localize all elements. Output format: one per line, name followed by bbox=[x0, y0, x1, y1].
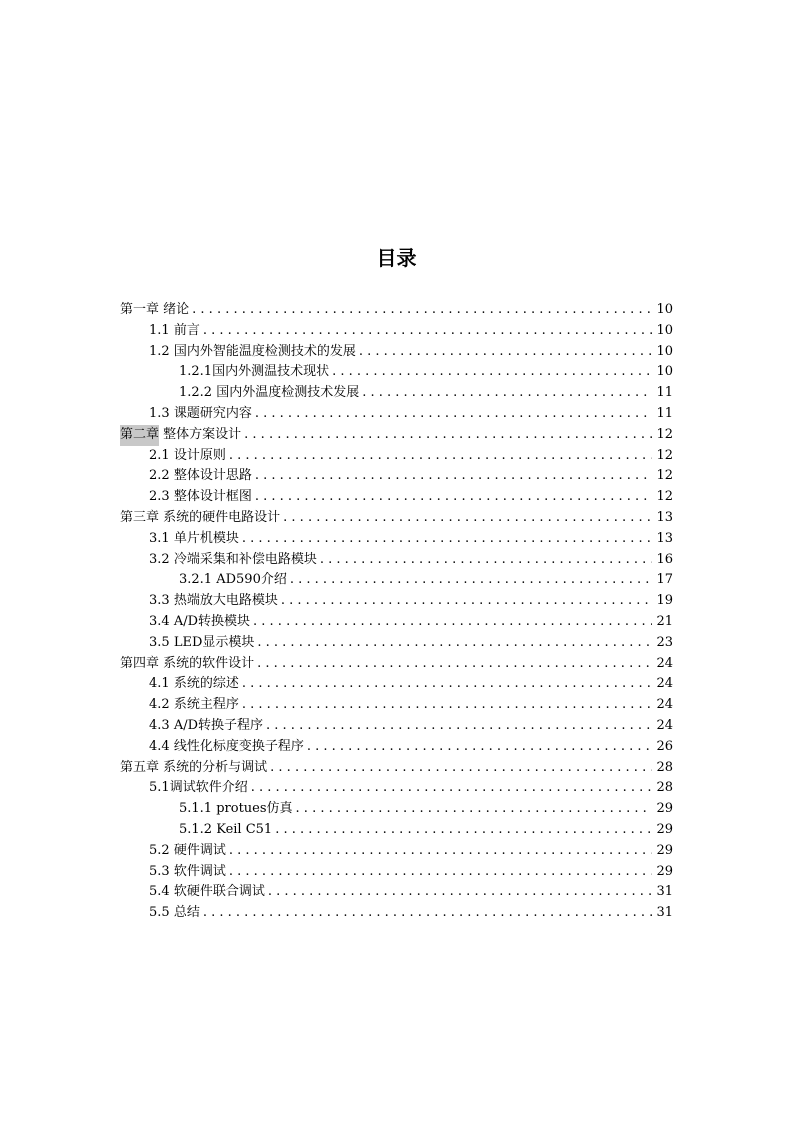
toc-dot-leader bbox=[290, 570, 652, 591]
toc-entry-title: 国内外智能温度检测技术的发展 bbox=[169, 343, 356, 359]
toc-entry[interactable] bbox=[120, 383, 673, 404]
toc-entry[interactable] bbox=[120, 903, 673, 924]
toc-entry-title: 调试软件介绍 bbox=[169, 780, 248, 796]
toc-entry[interactable] bbox=[120, 404, 673, 425]
toc-entry-title: 硬件调试 bbox=[169, 842, 226, 858]
toc-entry-number: 2.3 bbox=[149, 489, 170, 505]
toc-entry-page: 28 bbox=[656, 780, 673, 796]
toc-entry-number: 1.2 bbox=[149, 343, 170, 359]
toc-entry-page: 12 bbox=[656, 447, 673, 463]
toc-entry-number: 2.1 bbox=[149, 447, 170, 463]
toc-entry-page: 10 bbox=[656, 364, 673, 380]
toc-entry-page: 17 bbox=[656, 572, 673, 588]
toc-dot-leader bbox=[362, 383, 652, 404]
toc-entry-page: 24 bbox=[656, 655, 673, 671]
toc-entry-number: 第二章 bbox=[120, 425, 159, 446]
toc-entry-title: A/D转换模块 bbox=[169, 613, 251, 629]
toc-dot-leader bbox=[229, 841, 652, 862]
toc-entry-page: 11 bbox=[656, 405, 673, 421]
toc-dot-leader bbox=[332, 362, 652, 383]
toc-dot-leader bbox=[255, 487, 652, 508]
toc-entry[interactable] bbox=[120, 550, 673, 571]
toc-entry-title: LED显示模块 bbox=[169, 634, 255, 650]
toc-dot-leader bbox=[268, 882, 652, 903]
toc-entry-page: 24 bbox=[656, 676, 673, 692]
toc-entry-title: 整体方案设计 bbox=[159, 426, 242, 442]
toc-entry-title: 冷端采集和补偿电路模块 bbox=[169, 551, 317, 567]
toc-dot-leader bbox=[242, 695, 652, 716]
toc-entry-number: 3.2.1 bbox=[179, 572, 213, 588]
toc-entry-title: 系统主程序 bbox=[169, 697, 239, 713]
toc-entry-title: 热端放大电路模块 bbox=[169, 593, 278, 609]
toc-dot-leader bbox=[229, 862, 652, 883]
toc-entry-page: 12 bbox=[656, 468, 673, 484]
toc-entry-title: 系统的分析与调试 bbox=[159, 759, 268, 775]
toc-dot-leader bbox=[257, 654, 652, 675]
toc-entry-title: 绪论 bbox=[159, 302, 190, 317]
toc-dot-leader bbox=[257, 633, 652, 654]
toc-entry[interactable] bbox=[120, 778, 673, 799]
toc-entry-page: 24 bbox=[656, 697, 673, 713]
toc-entry-title: 线性化标度变换子程序 bbox=[169, 738, 304, 754]
toc-entry[interactable] bbox=[120, 674, 673, 695]
toc-entry-number: 1.2.1 bbox=[179, 364, 213, 380]
toc-entry-page: 29 bbox=[656, 863, 673, 879]
toc-dot-leader bbox=[266, 716, 652, 737]
toc-entry-page: 31 bbox=[656, 884, 673, 900]
toc-entry-page: 16 bbox=[656, 551, 673, 567]
table-of-contents bbox=[120, 300, 673, 924]
toc-entry-number: 5.3 bbox=[149, 863, 170, 879]
toc-entry-page: 28 bbox=[656, 759, 673, 775]
toc-dot-leader bbox=[244, 425, 652, 446]
toc-entry-title: 整体设计框图 bbox=[169, 489, 252, 505]
toc-entry[interactable] bbox=[120, 342, 673, 363]
toc-dot-leader bbox=[242, 674, 652, 695]
toc-entry-number: 第三章 bbox=[120, 509, 160, 525]
toc-entry-number: 5.5 bbox=[149, 905, 170, 921]
toc-entry[interactable] bbox=[120, 882, 673, 903]
toc-entry-page: 31 bbox=[656, 905, 673, 921]
toc-dot-leader bbox=[283, 508, 652, 529]
toc-entry-number: 5.2 bbox=[149, 842, 170, 858]
toc-entry-number: 5.4 bbox=[149, 884, 170, 900]
toc-entry-number: 3.3 bbox=[149, 593, 170, 609]
toc-entry[interactable] bbox=[120, 300, 673, 321]
toc-entry-number: 3.5 bbox=[149, 634, 170, 650]
toc-entry[interactable] bbox=[120, 862, 673, 883]
toc-entry[interactable] bbox=[120, 654, 673, 675]
toc-entry-number: 3.1 bbox=[149, 530, 170, 546]
toc-entry-title: 单片机模块 bbox=[169, 530, 239, 546]
toc-entry-title: 整体设计思路 bbox=[169, 468, 252, 484]
toc-dot-leader bbox=[203, 903, 652, 924]
toc-entry-page: 29 bbox=[656, 821, 673, 837]
toc-entry-number: 1.3 bbox=[149, 405, 170, 421]
toc-entry-title: 软件调试 bbox=[169, 863, 226, 879]
toc-dot-leader bbox=[296, 799, 652, 820]
toc-dot-leader bbox=[251, 778, 652, 799]
toc-dot-leader bbox=[203, 321, 652, 342]
toc-entry-number: 3.2 bbox=[149, 551, 170, 567]
toc-dot-leader bbox=[281, 591, 652, 612]
toc-entry-title: 系统的软件设计 bbox=[159, 655, 255, 671]
toc-entry[interactable] bbox=[120, 487, 673, 508]
toc-entry-number: 4.2 bbox=[149, 697, 170, 713]
toc-entry-page: 13 bbox=[656, 530, 673, 546]
toc-entry-number: 5.1.1 bbox=[179, 801, 213, 817]
toc-entry-title: 软硬件联合调试 bbox=[169, 884, 265, 900]
toc-entry[interactable] bbox=[120, 716, 673, 737]
toc-entry-page: 24 bbox=[656, 717, 673, 733]
toc-entry[interactable] bbox=[120, 820, 673, 841]
toc-entry-number: 4.1 bbox=[149, 676, 170, 692]
toc-entry-title: 系统的综述 bbox=[169, 676, 239, 692]
toc-dot-leader bbox=[270, 758, 652, 779]
toc-entry-page: 23 bbox=[656, 634, 673, 650]
toc-entry[interactable] bbox=[120, 529, 673, 550]
toc-entry-number: 1.2.2 bbox=[179, 385, 213, 401]
toc-entry[interactable] bbox=[120, 321, 673, 342]
toc-entry[interactable] bbox=[120, 425, 673, 446]
toc-entry-number: 第五章 bbox=[120, 759, 160, 775]
toc-entry[interactable] bbox=[120, 633, 673, 654]
toc-entry-title: Keil C51 bbox=[212, 821, 273, 837]
toc-entry[interactable] bbox=[120, 446, 673, 467]
toc-dot-leader bbox=[242, 529, 652, 550]
toc-entry-page: 26 bbox=[656, 738, 673, 754]
toc-entry-title: 国内外测温技术现状 bbox=[212, 364, 330, 380]
toc-entry[interactable] bbox=[120, 570, 673, 591]
toc-entry[interactable] bbox=[120, 362, 673, 383]
toc-dot-leader bbox=[229, 446, 652, 467]
toc-entry-title: 国内外温度检测技术发展 bbox=[212, 385, 360, 401]
toc-entry[interactable] bbox=[120, 799, 673, 820]
toc-entry-page: 29 bbox=[656, 801, 673, 817]
toc-entry-page: 12 bbox=[656, 489, 673, 505]
toc-entry-page: 10 bbox=[656, 343, 673, 359]
toc-entry-title: 系统的硬件电路设计 bbox=[159, 509, 281, 525]
toc-entry-page: 21 bbox=[656, 613, 673, 629]
toc-entry-page: 10 bbox=[656, 302, 673, 317]
toc-entry-number: 4.4 bbox=[149, 738, 170, 754]
toc-entry-number: 1.1 bbox=[149, 322, 170, 338]
toc-dot-leader bbox=[307, 737, 652, 758]
toc-entry-title: 总结 bbox=[169, 905, 200, 921]
toc-entry-page: 11 bbox=[656, 385, 673, 401]
toc-dot-leader bbox=[253, 612, 652, 633]
toc-entry[interactable] bbox=[120, 466, 673, 487]
toc-entry-title: A/D转换子程序 bbox=[169, 717, 264, 733]
toc-entry[interactable] bbox=[120, 695, 673, 716]
toc-entry-number: 3.4 bbox=[149, 613, 170, 629]
toc-entry-number: 第四章 bbox=[120, 655, 160, 671]
toc-entry-title: AD590介绍 bbox=[212, 572, 287, 588]
toc-entry[interactable] bbox=[120, 508, 673, 529]
toc-entry-number: 5.1.2 bbox=[179, 821, 213, 837]
toc-entry-number: 5.1 bbox=[149, 780, 170, 796]
toc-entry-title: 课题研究内容 bbox=[169, 405, 252, 421]
toc-dot-leader bbox=[359, 342, 652, 363]
toc-entry-number: 4.3 bbox=[149, 717, 170, 733]
toc-dot-leader bbox=[192, 300, 652, 321]
toc-entry[interactable] bbox=[120, 737, 673, 758]
toc-dot-leader bbox=[255, 466, 652, 487]
toc-entry-number: 2.2 bbox=[149, 468, 170, 484]
toc-entry-title: protues仿真 bbox=[212, 801, 293, 817]
toc-dot-leader bbox=[255, 404, 652, 425]
toc-entry-page: 10 bbox=[656, 322, 673, 338]
toc-dot-leader bbox=[320, 550, 652, 571]
toc-entry[interactable] bbox=[120, 841, 673, 862]
toc-dot-leader bbox=[275, 820, 652, 841]
toc-entry-page: 13 bbox=[656, 509, 673, 525]
toc-entry-page: 19 bbox=[656, 593, 673, 609]
toc-entry[interactable] bbox=[120, 591, 673, 612]
toc-entry-number: 第一章 bbox=[120, 302, 160, 317]
toc-entry[interactable] bbox=[120, 758, 673, 779]
page-title: 目录 bbox=[376, 246, 417, 270]
toc-entry-title: 设计原则 bbox=[169, 447, 226, 463]
toc-entry-page: 12 bbox=[656, 426, 673, 442]
toc-entry-page: 29 bbox=[656, 842, 673, 858]
toc-entry[interactable] bbox=[120, 612, 673, 633]
toc-entry-title: 前言 bbox=[169, 322, 200, 338]
